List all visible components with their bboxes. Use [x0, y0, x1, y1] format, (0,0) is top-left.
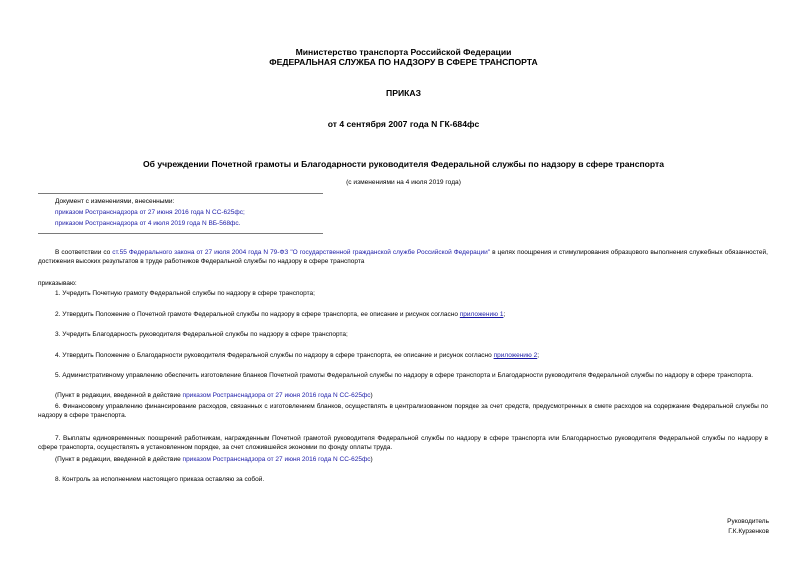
- amendments-top-rule: [38, 193, 323, 194]
- amendments-intro: Документ с изменениями, внесенными:: [55, 198, 175, 205]
- ministry-name: Министерство транспорта Российской Федерации: [295, 47, 512, 57]
- doc-title: Об учреждении Почетной грамоты и Благодарности руководителя Федеральной службы по надзору в сфере транспорта: [142, 159, 665, 169]
- amendment-link-2[interactable]: приказом Ространснадзора от 4 июля 2019 года N ВБ-568фс.: [55, 220, 241, 227]
- amendment-link-1[interactable]: приказом Ространснадзора от 27 июня 2016 года N СС-625фс;: [55, 209, 245, 216]
- item-7: 7. Выплаты единовременных поощрений работникам, награжденным Почетной грамотой руководителя Федеральной службы по надзору в сфере транспорта или Благодарностью руководителя Федеральной службы по надзору в сфере транспорта, осуществлять в установленном порядке, за счет сложившейся экономии по фонду оплаты труда.: [38, 435, 768, 452]
- appendix-2-link[interactable]: приложению 2: [493, 352, 538, 359]
- preamble-text-1: В соответствии со: [55, 249, 113, 256]
- item-7-note-text: (Пункт в редакции, введенной в действие: [55, 456, 183, 463]
- doc-date-number: от 4 сентября 2007 года N ГК-684фс: [327, 119, 480, 129]
- item-7-note: [55, 455, 373, 464]
- item-7-note-end: ): [370, 456, 373, 463]
- appendix-1-link[interactable]: приложению 1: [459, 311, 504, 318]
- service-name: ФЕДЕРАЛЬНАЯ СЛУЖБА ПО НАДЗОРУ В СФЕРЕ ТРАНСПОРТА: [269, 57, 538, 67]
- amendments-bottom-rule: [38, 233, 323, 234]
- item-6: 6. Финансовому управлению финансирование расходов, связанных с изготовлением бланков, осуществлять в централизованном порядке за счет средств, предусмотренных в смете расходов на содержание Федеральной службы по надзору в сфере транспорта.: [38, 403, 768, 420]
- item-5: 5. Административному управлению обеспечить изготовление бланков Почетной грамоты Федеральной службы по надзору в сфере транспорта и Благодарности руководителя Федеральной службы по надзору в сфере транспорта.: [55, 372, 754, 379]
- doc-type: ПРИКАЗ: [386, 88, 421, 98]
- preamble: [38, 248, 768, 266]
- item-3: 3. Учредить Благодарность руководителя Федеральной службы по надзору в сфере транспорта;: [55, 331, 348, 338]
- revision-note: (с изменениями на 4 июля 2019 года): [346, 179, 461, 186]
- law-link[interactable]: ст.55 Федерального закона от 27 июля 2004 года N 79-ФЗ "О государственной гражданской службе Российской Федерации": [112, 249, 491, 256]
- item-4: [55, 351, 539, 360]
- item-5-note-link[interactable]: приказом Ространснадзора от 27 июня 2016 года N СС-625фс: [182, 392, 371, 399]
- signatory-name: Г.К.Курзенков: [728, 528, 769, 535]
- preamble-text-2: в целях поощрения и стимулирования образцового выполнения служебных обязанностей, достижения высоких результатов в труде работников Федеральной службы по надзору в сфере транспорта: [38, 249, 768, 266]
- item-1: 1. Учредить Почетную грамоту Федеральной службы по надзору в сфере транспорта;: [55, 290, 315, 297]
- item-5-note: [55, 391, 373, 400]
- item-5-note-end: ): [370, 392, 373, 399]
- item-2-text: 2. Утвердить Положение о Почетной грамоте Федеральной службы по надзору в сфере транспорта, ее описание и рисунок согласно: [55, 311, 460, 318]
- item-2: [55, 310, 505, 319]
- item-4-end: ;: [537, 352, 540, 359]
- item-4-text: 4. Утвердить Положение о Благодарности руководителя Федеральной службы по надзору в сфере транспорта, ее описание и рисунок согласно: [55, 352, 494, 359]
- order-word: приказываю:: [38, 280, 77, 287]
- item-5-note-text: (Пункт в редакции, введенной в действие: [55, 392, 183, 399]
- item-2-end: ;: [503, 311, 506, 318]
- item-8: 8. Контроль за исполнением настоящего приказа оставляю за собой.: [55, 476, 265, 483]
- signatory-role: Руководитель: [727, 518, 769, 525]
- item-7-note-link[interactable]: приказом Ространснадзора от 27 июня 2016 года N СС-625фс: [182, 456, 371, 463]
